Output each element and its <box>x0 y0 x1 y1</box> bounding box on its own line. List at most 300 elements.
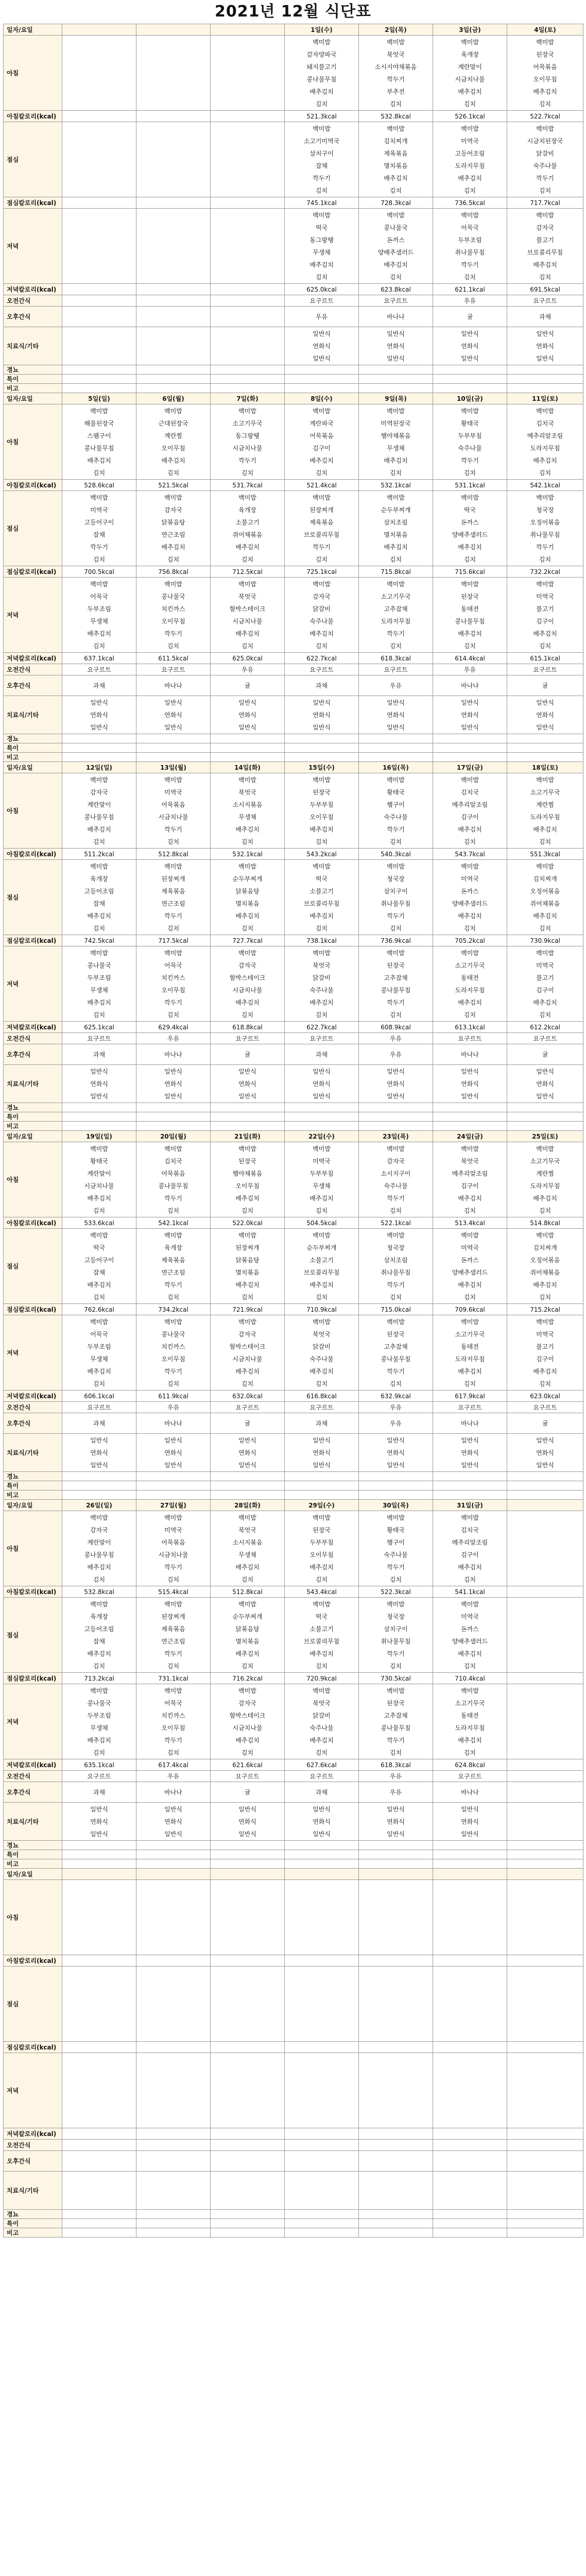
date-cell <box>211 24 285 36</box>
menu-cell <box>211 773 285 849</box>
value-cell <box>211 1841 285 1850</box>
menu-cell <box>433 327 507 365</box>
menu-item: 일반식 <box>313 330 331 337</box>
menu-cell <box>285 1142 359 1217</box>
menu-cell <box>136 696 211 734</box>
menu-item: 김치 <box>389 1380 402 1387</box>
menu-item: 김치 <box>463 273 476 281</box>
menu-cell <box>211 946 285 1022</box>
menu-item: 백미밥 <box>90 1231 108 1239</box>
menu-item: 멸치볶음 <box>235 1268 260 1276</box>
value-cell: 543.2kcal <box>285 849 359 860</box>
menu-item: 근대된장국 <box>158 419 188 427</box>
value-cell: 716.2kcal <box>211 1673 285 1684</box>
value-cell <box>507 1112 583 1122</box>
date-row <box>4 1869 583 1880</box>
menu-cell <box>507 1598 583 1673</box>
value-cell: 611.9kcal <box>136 1391 211 1402</box>
special-diet-row <box>4 2172 583 2210</box>
row-label: 오후간식 <box>4 675 62 696</box>
menu-item: 백미밥 <box>90 776 108 784</box>
value-cell: 요구르트 <box>285 664 359 675</box>
value-cell: 과채 <box>62 1782 136 1803</box>
menu-item: 떡국 <box>463 506 476 514</box>
menu-item: 미역된장국 <box>381 419 411 427</box>
menu-item: 일반식 <box>313 723 331 731</box>
lunch-calorie-row <box>4 2042 583 2053</box>
special-diet-row <box>4 1803 583 1841</box>
menu-cell <box>62 122 136 197</box>
value-cell <box>285 2219 359 2228</box>
menu-cell <box>62 2172 136 2210</box>
menu-item: 김치 <box>167 1662 180 1670</box>
menu-cell <box>433 1511 507 1586</box>
menu-item: 백미밥 <box>387 494 405 501</box>
value-cell: 522.0kcal <box>211 1217 285 1229</box>
menu-cell <box>211 1684 285 1759</box>
menu-item: 배추김치 <box>235 1736 260 1744</box>
menu-cell <box>507 578 583 653</box>
breakfast-calorie-row <box>4 1217 583 1229</box>
menu-item: 황태국 <box>461 419 479 427</box>
row-label: 오후간식 <box>4 307 62 327</box>
menu-item: 배추김치 <box>87 825 111 833</box>
menu-item: 순두부찌개 <box>232 1613 263 1620</box>
value-cell: 625.0kcal <box>211 653 285 664</box>
menu-item: 숙주나물 <box>384 813 408 821</box>
value-cell <box>359 2219 433 2228</box>
menu-cell <box>359 578 433 653</box>
value-cell <box>136 1122 211 1131</box>
menu-item: 백미밥 <box>164 1514 182 1521</box>
value-cell: 과채 <box>285 1413 359 1434</box>
value-cell <box>62 197 136 209</box>
menu-item: 김치 <box>389 838 402 845</box>
row-label: 점심칼로리(kcal) <box>4 197 62 209</box>
menu-item: 김치 <box>167 838 180 845</box>
menu-item: 일반식 <box>536 1436 554 1444</box>
value-cell: 바나나 <box>136 1413 211 1434</box>
menu-item: 깍두기 <box>387 75 405 83</box>
row-label: 비고 <box>4 1122 62 1131</box>
menu-item: 김치 <box>539 273 551 281</box>
value-cell: 532.1kcal <box>359 480 433 491</box>
menu-item: 깍두기 <box>536 174 554 182</box>
menu-item: 일반식 <box>164 1092 182 1100</box>
menu-item: 떡국 <box>315 224 328 231</box>
lunch-calorie-row <box>4 566 583 578</box>
value-cell <box>359 1955 433 1967</box>
menu-cell <box>359 1684 433 1759</box>
menu-item: 동태전 <box>461 605 479 613</box>
menu-item: 배추김치 <box>458 630 482 637</box>
menu-item: 콩나물무침 <box>455 617 485 625</box>
row-label: 저녁칼로리(kcal) <box>4 2128 62 2140</box>
value-cell <box>62 307 136 327</box>
menu-item: 깍두기 <box>164 1650 182 1657</box>
menu-item: 일반식 <box>90 699 108 706</box>
value-cell: 요구르트 <box>507 1402 583 1413</box>
value-cell <box>62 734 136 743</box>
menu-item: 소불고기 <box>309 1625 334 1633</box>
menu-item: 콩나물무침 <box>84 444 114 452</box>
menu-cell <box>211 1065 285 1103</box>
value-cell: 623.8kcal <box>359 284 433 295</box>
date-cell: 7일(화) <box>211 393 285 404</box>
snack-pm-row <box>4 1782 583 1803</box>
menu-cell <box>507 2053 583 2128</box>
menu-item: 깍두기 <box>164 1281 182 1289</box>
value-cell <box>211 111 285 122</box>
menu-cell <box>285 1598 359 1673</box>
row-label: 아침칼로리(kcal) <box>4 1955 62 1967</box>
menu-item: 일반식 <box>90 1092 108 1100</box>
value-cell: 과채 <box>285 1782 359 1803</box>
menu-item: 취나물무침 <box>455 248 485 256</box>
menu-item: 백미밥 <box>387 1145 405 1153</box>
value-cell <box>359 1850 433 1859</box>
menu-item: 백미밥 <box>313 862 331 870</box>
menu-item: 숙주나물 <box>309 986 334 994</box>
menu-item: 도라지무침 <box>530 444 560 452</box>
value-cell <box>359 1490 433 1500</box>
value-cell <box>136 2042 211 2053</box>
menu-item: 치킨까스 <box>161 1711 185 1719</box>
menu-item: 백미밥 <box>536 407 554 415</box>
menu-item: 시금치나물 <box>232 986 263 994</box>
value-cell <box>285 1955 359 1967</box>
menu-item: 김치 <box>93 838 106 845</box>
value-cell <box>433 1122 507 1131</box>
menu-item: 일반식 <box>461 723 479 731</box>
menu-item: 감자양파국 <box>306 50 337 58</box>
menu-item: 김구이 <box>461 813 479 821</box>
menu-item: 북엇국 <box>313 1330 331 1338</box>
row-label: 오전간식 <box>4 295 62 307</box>
menu-item: 삼치구이 <box>384 1625 408 1633</box>
row-label: 경뇨 <box>4 1841 62 1850</box>
menu-cell <box>359 327 433 365</box>
menu-item: 일반식 <box>461 354 479 362</box>
menu-item: 숙주나물 <box>384 1182 408 1190</box>
value-cell: 632.9kcal <box>359 1391 433 1402</box>
value-cell <box>136 111 211 122</box>
menu-cell <box>507 773 583 849</box>
menu-item: 시금치나물 <box>158 813 188 821</box>
value-cell: 710.9kcal <box>285 1304 359 1315</box>
menu-cell <box>285 1880 359 1955</box>
menu-item: 김치 <box>315 1293 328 1301</box>
menu-item: 배추김치 <box>309 261 334 268</box>
menu-item: 계란말이 <box>458 63 482 71</box>
menu-item: 소고기미역국 <box>303 137 340 145</box>
menu-item: 백미밥 <box>387 211 405 219</box>
menu-item: 일반식 <box>164 1461 182 1469</box>
menu-item: 육개장 <box>461 50 479 58</box>
menu-item: 된장국 <box>387 961 405 969</box>
menu-cell <box>62 773 136 849</box>
menu-item: 배추김치 <box>384 456 408 464</box>
menu-item: 미역국 <box>164 788 182 796</box>
menu-cell <box>507 209 583 284</box>
date-cell: 6일(월) <box>136 393 211 404</box>
menu-item: 콩나물국 <box>161 1330 185 1338</box>
menu-item: 백미밥 <box>90 580 108 588</box>
menu-item: 백미밥 <box>387 1514 405 1521</box>
menu-item: 시금치나물 <box>232 444 263 452</box>
menu-item: 일반식 <box>461 330 479 337</box>
menu-cell <box>359 2172 433 2210</box>
menu-item: 일반식 <box>238 1805 256 1813</box>
menu-item: 김치 <box>93 555 106 563</box>
value-cell <box>211 284 285 295</box>
value-cell: 우유 <box>359 1033 433 1044</box>
menu-item: 백미밥 <box>461 580 479 588</box>
menu-item: 도라지무침 <box>530 1182 560 1190</box>
menu-item: 백미밥 <box>238 862 256 870</box>
menu-item: 백미밥 <box>387 949 405 957</box>
menu-item: 일반식 <box>238 1436 256 1444</box>
date-cell: 4일(토) <box>507 24 583 36</box>
menu-item: 백미밥 <box>461 494 479 501</box>
menu-cell <box>136 491 211 566</box>
date-row <box>4 1500 583 1511</box>
notes3-row <box>4 2228 583 2238</box>
value-cell <box>62 1122 136 1131</box>
menu-item: 백미밥 <box>164 494 182 501</box>
menu-cell <box>211 1803 285 1841</box>
row-label: 치료식/기타 <box>4 2172 62 2210</box>
menu-item: 어묵볶음 <box>161 1170 185 1177</box>
menu-item: 백미밥 <box>313 1600 331 1608</box>
value-cell: 요구르트 <box>285 295 359 307</box>
row-label: 점심칼로리(kcal) <box>4 566 62 578</box>
menu-item: 백미밥 <box>90 1514 108 1521</box>
value-cell: 바나나 <box>433 1782 507 1803</box>
menu-item: 연화식 <box>238 1449 256 1456</box>
menu-item: 배추김치 <box>533 998 557 1006</box>
row-label: 저녁칼로리(kcal) <box>4 1391 62 1402</box>
value-cell: 우유 <box>211 664 285 675</box>
row-label: 아침 <box>4 36 62 111</box>
menu-item: 오징어볶음 <box>530 1256 560 1264</box>
menu-item: 김치 <box>167 1749 180 1756</box>
row-label: 점심칼로리(kcal) <box>4 1673 62 1684</box>
menu-item: 된장찌개 <box>235 1244 260 1251</box>
menu-cell <box>433 1065 507 1103</box>
menu-item: 불고기 <box>536 1343 554 1350</box>
value-cell: 과채 <box>62 675 136 696</box>
menu-cell <box>433 946 507 1022</box>
menu-item: 양배추샐러드 <box>452 900 488 907</box>
menu-item: 일반식 <box>90 1436 108 1444</box>
value-cell <box>433 1103 507 1112</box>
value-cell <box>211 307 285 327</box>
row-label: 특이 <box>4 2219 62 2228</box>
menu-item: 닭갈비 <box>313 1343 331 1350</box>
value-cell <box>359 1122 433 1131</box>
menu-item: 일반식 <box>461 699 479 706</box>
menu-item: 배추김치 <box>235 825 260 833</box>
date-cell: 30일(목) <box>359 1500 433 1511</box>
menu-item: 깍두기 <box>387 1194 405 1202</box>
menu-item: 일반식 <box>238 1092 256 1100</box>
menu-item: 멸치볶음 <box>384 162 408 170</box>
menu-item: 일반식 <box>387 1805 405 1813</box>
menu-item: 순두부찌개 <box>381 506 411 514</box>
value-cell: 512.8kcal <box>211 1586 285 1598</box>
menu-cell <box>136 946 211 1022</box>
value-cell <box>507 1841 583 1850</box>
menu-item: 된장국 <box>387 1330 405 1338</box>
menu-cell <box>136 773 211 849</box>
menu-cell <box>433 404 507 480</box>
value-cell: 521.5kcal <box>136 480 211 491</box>
menu-cell <box>136 1967 211 2042</box>
row-label: 특이 <box>4 743 62 753</box>
value-cell: 504.5kcal <box>285 1217 359 1229</box>
value-cell: 귤 <box>433 307 507 327</box>
menu-item: 김치 <box>241 924 254 932</box>
value-cell <box>211 1490 285 1500</box>
value-cell <box>507 1103 583 1112</box>
menu-cell <box>285 1803 359 1841</box>
value-cell: 621.6kcal <box>211 1759 285 1771</box>
menu-item: 떡국 <box>315 875 328 883</box>
menu-item: 불고기 <box>536 974 554 981</box>
page-title: 2021년 12월 식단표 <box>214 3 372 21</box>
menu-cell <box>359 1511 433 1586</box>
menu-item: 일반식 <box>164 1830 182 1838</box>
menu-item: 북엇국 <box>461 1157 479 1165</box>
menu-item: 일반식 <box>238 1461 256 1469</box>
value-cell <box>211 1955 285 1967</box>
menu-item: 소시지구이 <box>381 1170 411 1177</box>
value-cell: 요구르트 <box>136 664 211 675</box>
menu-item: 감자국 <box>238 1699 256 1707</box>
row-label: 점심칼로리(kcal) <box>4 2042 62 2053</box>
value-cell <box>136 2151 211 2172</box>
menu-item: 무생채 <box>313 248 331 256</box>
menu-cell <box>433 122 507 197</box>
value-cell: 요구르트 <box>507 664 583 675</box>
value-cell <box>359 2151 433 2172</box>
date-cell: 20일(월) <box>136 1131 211 1142</box>
menu-cell <box>285 1065 359 1103</box>
lunch-row <box>4 122 583 197</box>
value-cell: 621.1kcal <box>433 284 507 295</box>
value-cell <box>359 1481 433 1490</box>
value-cell: 700.5kcal <box>62 566 136 578</box>
menu-item: 배추김치 <box>533 1194 557 1202</box>
value-cell: 709.6kcal <box>433 1304 507 1315</box>
menu-cell <box>359 1315 433 1391</box>
menu-item: 두부부침 <box>309 801 334 808</box>
value-cell <box>211 1472 285 1481</box>
menu-item: 고추잡채 <box>384 1343 408 1350</box>
menu-cell <box>433 36 507 111</box>
menu-item: 일반식 <box>461 1830 479 1838</box>
menu-item: 백미밥 <box>238 1145 256 1153</box>
value-cell <box>62 1955 136 1967</box>
menu-item: 김치 <box>389 1662 402 1670</box>
menu-cell <box>359 946 433 1022</box>
menu-item: 연화식 <box>461 711 479 719</box>
menu-item: 제육볶음 <box>161 1625 185 1633</box>
value-cell: 551.3kcal <box>507 849 583 860</box>
value-cell: 725.1kcal <box>285 566 359 578</box>
value-cell <box>211 295 285 307</box>
value-cell: 바나나 <box>359 307 433 327</box>
menu-cell <box>507 1065 583 1103</box>
menu-cell <box>359 1967 433 2042</box>
menu-cell <box>211 2172 285 2210</box>
row-label: 비고 <box>4 1859 62 1869</box>
value-cell: 요구르트 <box>62 1402 136 1413</box>
menu-item: 배추김치 <box>235 630 260 637</box>
value-cell <box>62 2151 136 2172</box>
menu-item: 배추김치 <box>309 998 334 1006</box>
menu-cell <box>507 696 583 734</box>
menu-cell <box>433 209 507 284</box>
menu-item: 배추김치 <box>533 1367 557 1375</box>
menu-cell <box>359 404 433 480</box>
menu-cell <box>211 696 285 734</box>
menu-item: 일반식 <box>313 1461 331 1469</box>
value-cell <box>507 734 583 743</box>
value-cell: 우유 <box>433 664 507 675</box>
menu-item: 계란파국 <box>309 419 334 427</box>
value-cell: 바나나 <box>433 675 507 696</box>
menu-item: 배추김치 <box>87 1281 111 1289</box>
menu-item: 백미밥 <box>387 1318 405 1326</box>
value-cell: 귤 <box>507 1413 583 1434</box>
menu-item: 배추김치 <box>309 88 334 95</box>
value-cell <box>62 2210 136 2219</box>
value-cell <box>507 1782 583 1803</box>
menu-item: 삼치구이 <box>384 887 408 895</box>
menu-item: 배추김치 <box>533 261 557 268</box>
value-cell <box>507 2219 583 2228</box>
menu-cell <box>62 1434 136 1472</box>
menu-item: 일반식 <box>387 1436 405 1444</box>
snack-pm-row <box>4 307 583 327</box>
menu-cell <box>285 36 359 111</box>
row-label: 오전간식 <box>4 664 62 675</box>
value-cell: 요구르트 <box>62 1771 136 1782</box>
menu-item: 일반식 <box>238 1830 256 1838</box>
menu-item: 돼지불고기 <box>306 63 337 71</box>
menu-item: 김치 <box>389 1575 402 1583</box>
menu-item: 제육볶음 <box>384 149 408 157</box>
menu-item: 김치 <box>93 469 106 477</box>
value-cell <box>507 384 583 393</box>
menu-cell <box>211 36 285 111</box>
value-cell: 762.6kcal <box>62 1304 136 1315</box>
menu-item: 감자국 <box>238 1330 256 1338</box>
value-cell: 616.8kcal <box>285 1391 359 1402</box>
menu-cell <box>211 1315 285 1391</box>
value-cell: 요구르트 <box>433 1033 507 1044</box>
menu-cell <box>507 1684 583 1759</box>
menu-cell <box>211 1511 285 1586</box>
row-label: 아침 <box>4 1880 62 1955</box>
menu-item: 김치 <box>539 1293 551 1301</box>
value-cell <box>136 1103 211 1112</box>
menu-item: 계란찜 <box>536 1170 554 1177</box>
menu-item: 미역국 <box>461 1613 479 1620</box>
menu-item: 백미밥 <box>536 949 554 957</box>
